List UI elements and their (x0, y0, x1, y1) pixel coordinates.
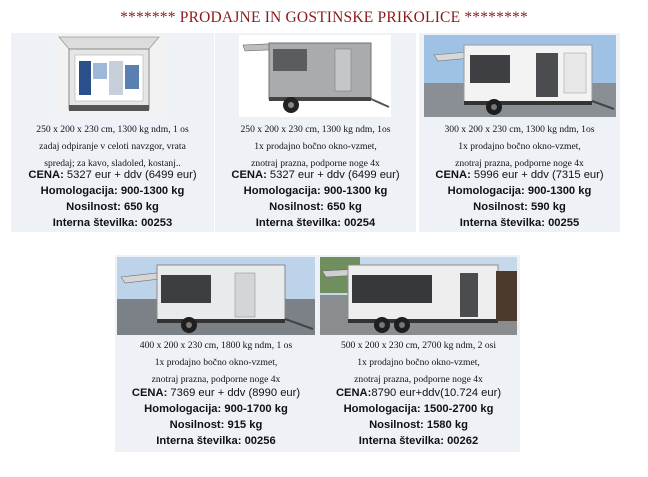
desc-line: spredaj; za kavo, sladoled, kostanj.. (44, 158, 181, 169)
payload: Nosilnost: 915 kg (169, 419, 263, 431)
trailer-info (215, 167, 416, 231)
price-line (317, 385, 520, 401)
homologation: Homologacija: 900-1300 kg (447, 185, 592, 197)
price-label: CENA: (28, 169, 64, 181)
desc-line: 300 x 200 x 230 cm, 1300 kg ndm, 1os (444, 124, 595, 135)
price-line (115, 385, 317, 401)
desc-line: znotraj prazna, podporne noge 4x (151, 374, 281, 385)
internal-number: Interna številka: 00254 (255, 217, 376, 229)
price-value: 5327 eur + ddv (6499 eur) (66, 169, 197, 181)
trailer-photo (424, 35, 616, 117)
trailer-info (115, 385, 317, 449)
trailer-description (419, 121, 620, 172)
trailer-info (419, 167, 620, 231)
price-line (215, 167, 416, 183)
homologation: Homologacija: 900-1700 kg (144, 403, 288, 415)
internal-number: Interna številka: 00255 (459, 217, 580, 229)
price-label: CENA: (435, 169, 471, 181)
desc-line: znotraj prazna, podporne noge 4x (251, 158, 380, 169)
trailer-photo (117, 257, 315, 335)
price-value: 5996 eur + ddv (7315 eur) (473, 169, 604, 181)
trailer-description (215, 121, 416, 172)
desc-line: 1x prodajno bočno okno-vzmet, (458, 141, 581, 152)
desc-line: zadaj odpiranje v celoti navzgor, vrata (39, 141, 186, 152)
payload: Nosilnost: 650 kg (66, 201, 159, 213)
trailer-description (317, 337, 520, 388)
price-line (11, 167, 214, 183)
desc-line: 1x prodajno bočno okno-vzmet, (357, 357, 480, 368)
trailer-photo (239, 35, 391, 117)
page-title: ******* PRODAJNE IN GOSTINSKE PRIKOLICE ******** (120, 9, 528, 26)
trailer-card-00262 (317, 255, 520, 452)
payload: Nosilnost: 590 kg (473, 201, 566, 213)
price-line (419, 167, 620, 183)
payload: Nosilnost: 650 kg (269, 201, 362, 213)
trailer-card-00255 (419, 33, 620, 232)
internal-number: Interna številka: 00262 (358, 435, 479, 447)
desc-line: 500 x 200 x 230 cm, 2700 kg ndm, 2 osi (340, 340, 497, 351)
desc-line: znotraj prazna, podporne noge 4x (354, 374, 483, 385)
trailer-card-00254 (215, 33, 416, 232)
price-label: CENA: (231, 169, 267, 181)
price-value: 7369 eur + ddv (8990 eur) (170, 387, 301, 399)
homologation: Homologacija: 1500-2700 kg (343, 403, 494, 415)
internal-number: Interna številka: 00253 (52, 217, 173, 229)
desc-line: 1x prodajno bočno okno-vzmet, (254, 141, 377, 152)
price-value: 5327 eur + ddv (6499 eur) (269, 169, 400, 181)
desc-line: znotraj prazna, podporne noge 4x (455, 158, 584, 169)
homologation: Homologacija: 900-1300 kg (243, 185, 388, 197)
internal-number: Interna številka: 00256 (156, 435, 276, 447)
trailer-photo (320, 257, 517, 335)
trailer-info (11, 167, 214, 231)
price-label: CENA: (131, 387, 168, 399)
payload: Nosilnost: 1580 kg (369, 419, 468, 431)
desc-line: 400 x 200 x 230 cm, 1800 kg ndm, 1 os (139, 340, 293, 351)
trailer-card-00256 (115, 255, 317, 452)
trailer-card-00253 (11, 33, 214, 232)
price-value: 8790 eur+ddv(10.724 eur) (371, 387, 502, 399)
desc-line: 250 x 200 x 230 cm, 1300 kg ndm, 1 os (36, 124, 189, 135)
homologation: Homologacija: 900-1300 kg (40, 185, 185, 197)
desc-line: 250 x 200 x 230 cm, 1300 kg ndm, 1os (240, 124, 391, 135)
trailer-info (317, 385, 520, 449)
trailer-description (115, 337, 317, 388)
desc-line: 1x prodajno bočno okno-vzmet, (154, 357, 278, 368)
trailer-photo (53, 35, 165, 115)
price-label: CENA: (335, 387, 372, 399)
trailer-description (11, 121, 214, 172)
